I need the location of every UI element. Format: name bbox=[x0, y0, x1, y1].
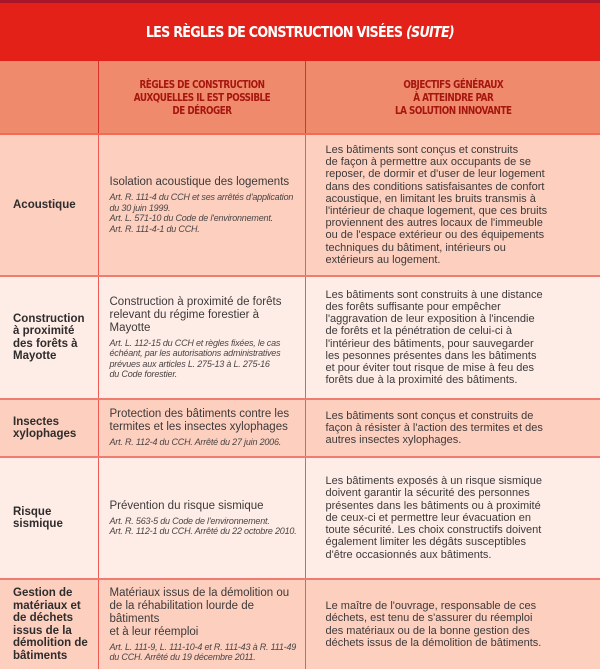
rule-cell bbox=[98, 457, 305, 579]
column-header-rules bbox=[98, 61, 305, 134]
rule-references: Art. L. 111-9, L. 111-10-4 et R. 111-43 à R. 111-49 du CCH. Arrêté du 19 décembre 2011. bbox=[110, 642, 297, 663]
rule-title: Matériaux issus de la démolition ou de la réhabilitation lourde de bâtiments et à leur réemploi bbox=[110, 587, 297, 639]
objective-text: Les bâtiments sont conçus et construits de façon à permettre aux occupants de se reposer, de dormir et d'user de leur logement dans des conditions satisfaisantes de confort acoustique, en limitant les bruits transmis à l'intérieur de chaque logement, que ces bruits proviennent des autres locaux de l'immeuble ou de l'espace extérieur ou des équipements techniques du bâtiment, intérieurs ou extérieurs au logement. bbox=[306, 144, 600, 266]
rule-title: Construction à proximité de forêts relevant du régime forestier à Mayotte bbox=[110, 296, 297, 335]
table-row bbox=[0, 399, 600, 457]
table-row bbox=[0, 579, 600, 669]
topic-label: Risque sismique bbox=[0, 506, 98, 531]
column-header-objectives-label: OBJECTIFS GÉNÉRAUX À ATTEINDRE PAR LA SOLUTION INNOVANTE bbox=[335, 78, 571, 117]
objective-cell bbox=[305, 134, 600, 276]
topic-cell bbox=[0, 134, 98, 276]
rule-title: Protection des bâtiments contre les termites et les insectes xylophages bbox=[110, 408, 297, 434]
rule-references: Art. L. 112-15 du CCH et règles fixées, le cas échéant, par les autorisations administratives prévues aux articles L. 275-13 à L. 275-16 du Code forestier. bbox=[110, 338, 297, 380]
objective-cell bbox=[305, 457, 600, 579]
table-row bbox=[0, 134, 600, 276]
objective-cell bbox=[305, 579, 600, 669]
column-header-topic bbox=[0, 61, 98, 134]
rule-references: Art. R. 563-5 du Code de l'environnement. Art. R. 112-1 du CCH. Arrêté du 22 octobre 2010. bbox=[110, 516, 297, 537]
objective-cell bbox=[305, 276, 600, 399]
table-row bbox=[0, 276, 600, 399]
objective-text: Le maître de l'ouvrage, responsable de ces déchets, est tenu de s'assurer du réemploi des matériaux ou de la bonne gestion des déchets issus de la démolition de bâtiments. bbox=[306, 600, 600, 649]
page-title bbox=[146, 23, 454, 41]
rule-title: Prévention du risque sismique bbox=[110, 500, 297, 513]
topic-cell bbox=[0, 276, 98, 399]
topic-label: Insectes xylophages bbox=[0, 416, 98, 441]
topic-label: Acoustique bbox=[0, 199, 98, 212]
objective-text: Les bâtiments sont conçus et construits de façon à résister à l'action des termites et des autres insectes xylophages. bbox=[306, 410, 600, 447]
topic-cell bbox=[0, 579, 98, 669]
objective-text: Les bâtiments exposés à un risque sismique doivent garantir la sécurité des personnes présentes dans les bâtiments ou à proximité de ceux-ci et permettre leur évacuation en toute sécurité. Les choix constructifs doivent également limiter les dégâts susceptibles d'être occasionnés aux bâtiments. bbox=[306, 475, 600, 560]
page-title-suffix: (SUITE) bbox=[406, 23, 454, 41]
rule-cell bbox=[98, 579, 305, 669]
rule-references: Art. R. 111-4 du CCH et ses arrêtés d'application du 30 juin 1999. Art. L. 571-10 du Code de l'environnement. Art. R. 111-4-1 du CCH. bbox=[110, 192, 297, 234]
objective-text: Les bâtiments sont construits à une distance des forêts suffisante pour empêcher l'aggravation de leur exposition à l'incendie de forêts et la pénétration de celui-ci à l'intérieur des bâtiments, pour sauvegarder les pesonnes présentes dans les bâtiments et pour éviter tout risque de mise à feu des forêts due à la proximité des bâtiments. bbox=[306, 289, 600, 387]
rule-cell bbox=[98, 399, 305, 457]
table-header-row bbox=[0, 61, 600, 134]
table-row bbox=[0, 457, 600, 579]
rule-references: Art. R. 112-4 du CCH. Arrêté du 27 juin 2006. bbox=[110, 437, 297, 448]
rule-title: Isolation acoustique des logements bbox=[110, 176, 297, 189]
rule-cell bbox=[98, 276, 305, 399]
rule-cell bbox=[98, 134, 305, 276]
topic-cell bbox=[0, 457, 98, 579]
objective-cell bbox=[305, 399, 600, 457]
title-bar bbox=[0, 3, 600, 61]
construction-rules-table bbox=[0, 61, 600, 669]
page-title-main: LES RÈGLES DE CONSTRUCTION VISÉES bbox=[146, 23, 402, 41]
topic-cell bbox=[0, 399, 98, 457]
column-header-objectives bbox=[305, 61, 600, 134]
topic-label: Gestion de matériaux et de déchets issus de la démolition de bâtiments bbox=[0, 587, 98, 662]
topic-label: Construction à proximité des forêts à Mayotte bbox=[0, 313, 98, 363]
column-header-rules-label: RÈGLES DE CONSTRUCTION AUXQUELLES IL EST POSSIBLE DE DÉROGER bbox=[119, 78, 284, 117]
